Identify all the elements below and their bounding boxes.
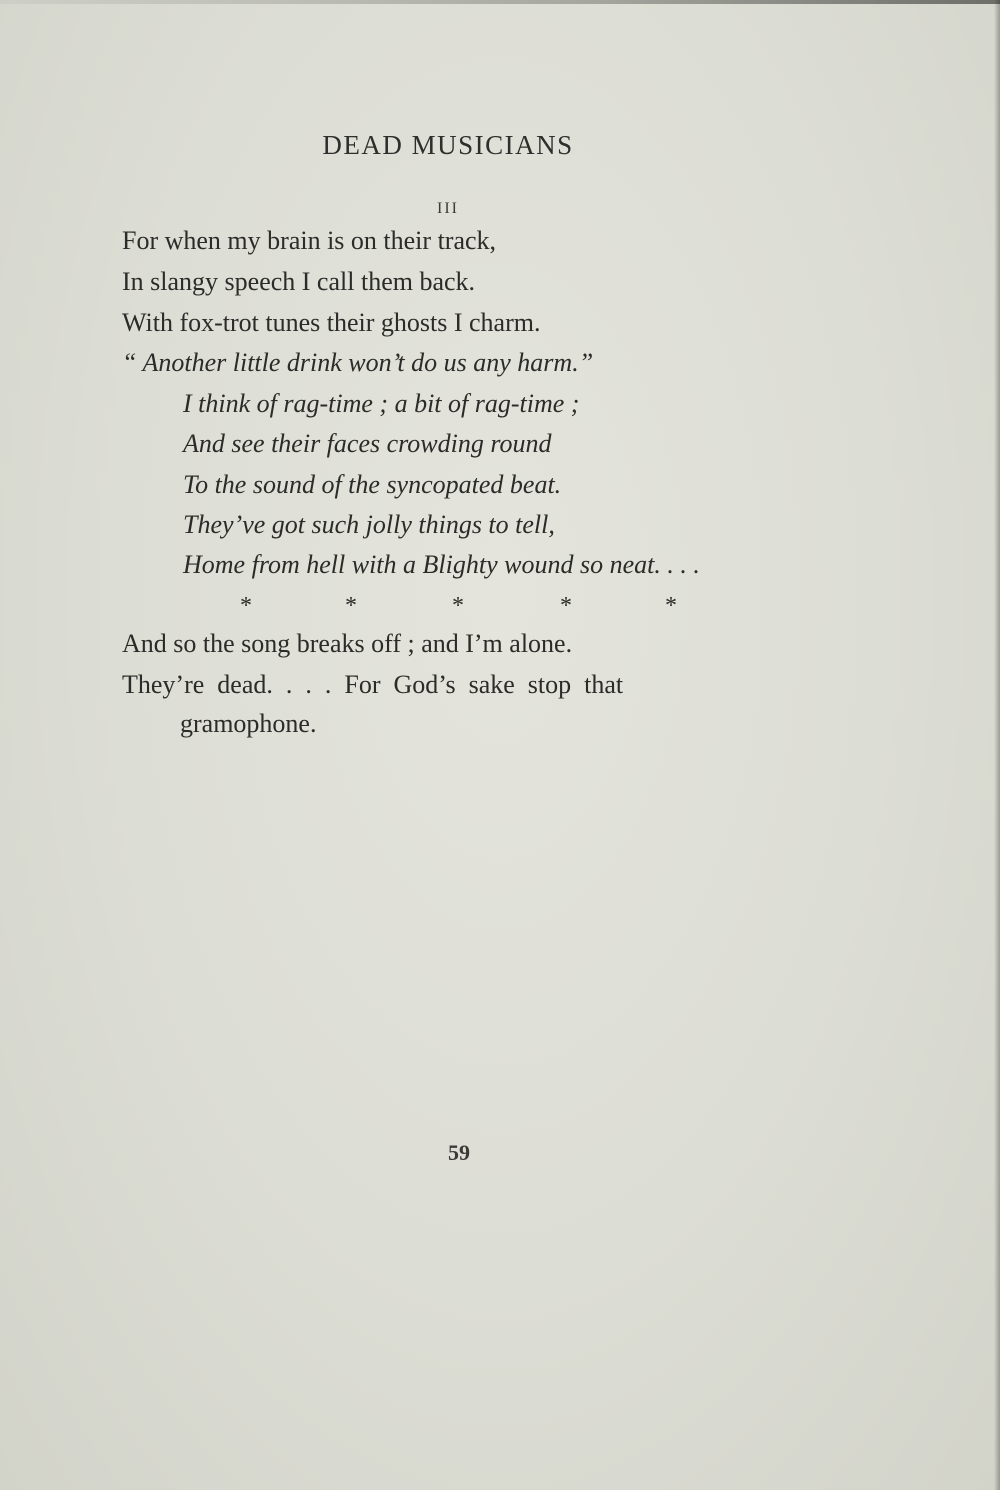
running-head: DEAD MUSICIANS	[322, 130, 574, 160]
poem-line: With fox-trot tunes their ghosts I charm.	[122, 308, 541, 337]
poem-line: For when my brain is on their track,	[122, 226, 497, 255]
closing-line: And so the song breaks off ; and I’m alone.	[122, 629, 573, 658]
separator-asterisk: *	[452, 593, 464, 619]
poem-line-italic: Home from hell with a Blighty wound so neat. . . .	[183, 550, 700, 579]
poem-line-italic: And see their faces crowding round	[183, 429, 552, 458]
poem-line-italic: I think of rag-time ; a bit of rag-time ;	[183, 389, 580, 418]
separator-asterisk: *	[240, 593, 252, 619]
page-number: 59	[448, 1140, 470, 1165]
closing-line: They’re dead. . . . For God’s sake stop that	[122, 670, 624, 699]
page-right-edge	[994, 0, 1000, 1490]
poem-line-italic: They’ve got such jolly things to tell,	[183, 510, 555, 539]
closing-line: gramophone.	[180, 709, 317, 738]
separator-asterisk: *	[345, 593, 357, 619]
separator-asterisk: *	[665, 593, 677, 619]
separator-asterisk: *	[560, 593, 572, 619]
poem-line-italic: “ Another little drink won’t do us any harm.”	[122, 348, 594, 377]
poem-line-italic: To the sound of the syncopated beat.	[183, 470, 562, 499]
section-number: III	[437, 200, 459, 217]
page-top-edge	[0, 0, 1000, 4]
poem-line: In slangy speech I call them back.	[122, 267, 476, 296]
section-separator	[240, 593, 690, 623]
